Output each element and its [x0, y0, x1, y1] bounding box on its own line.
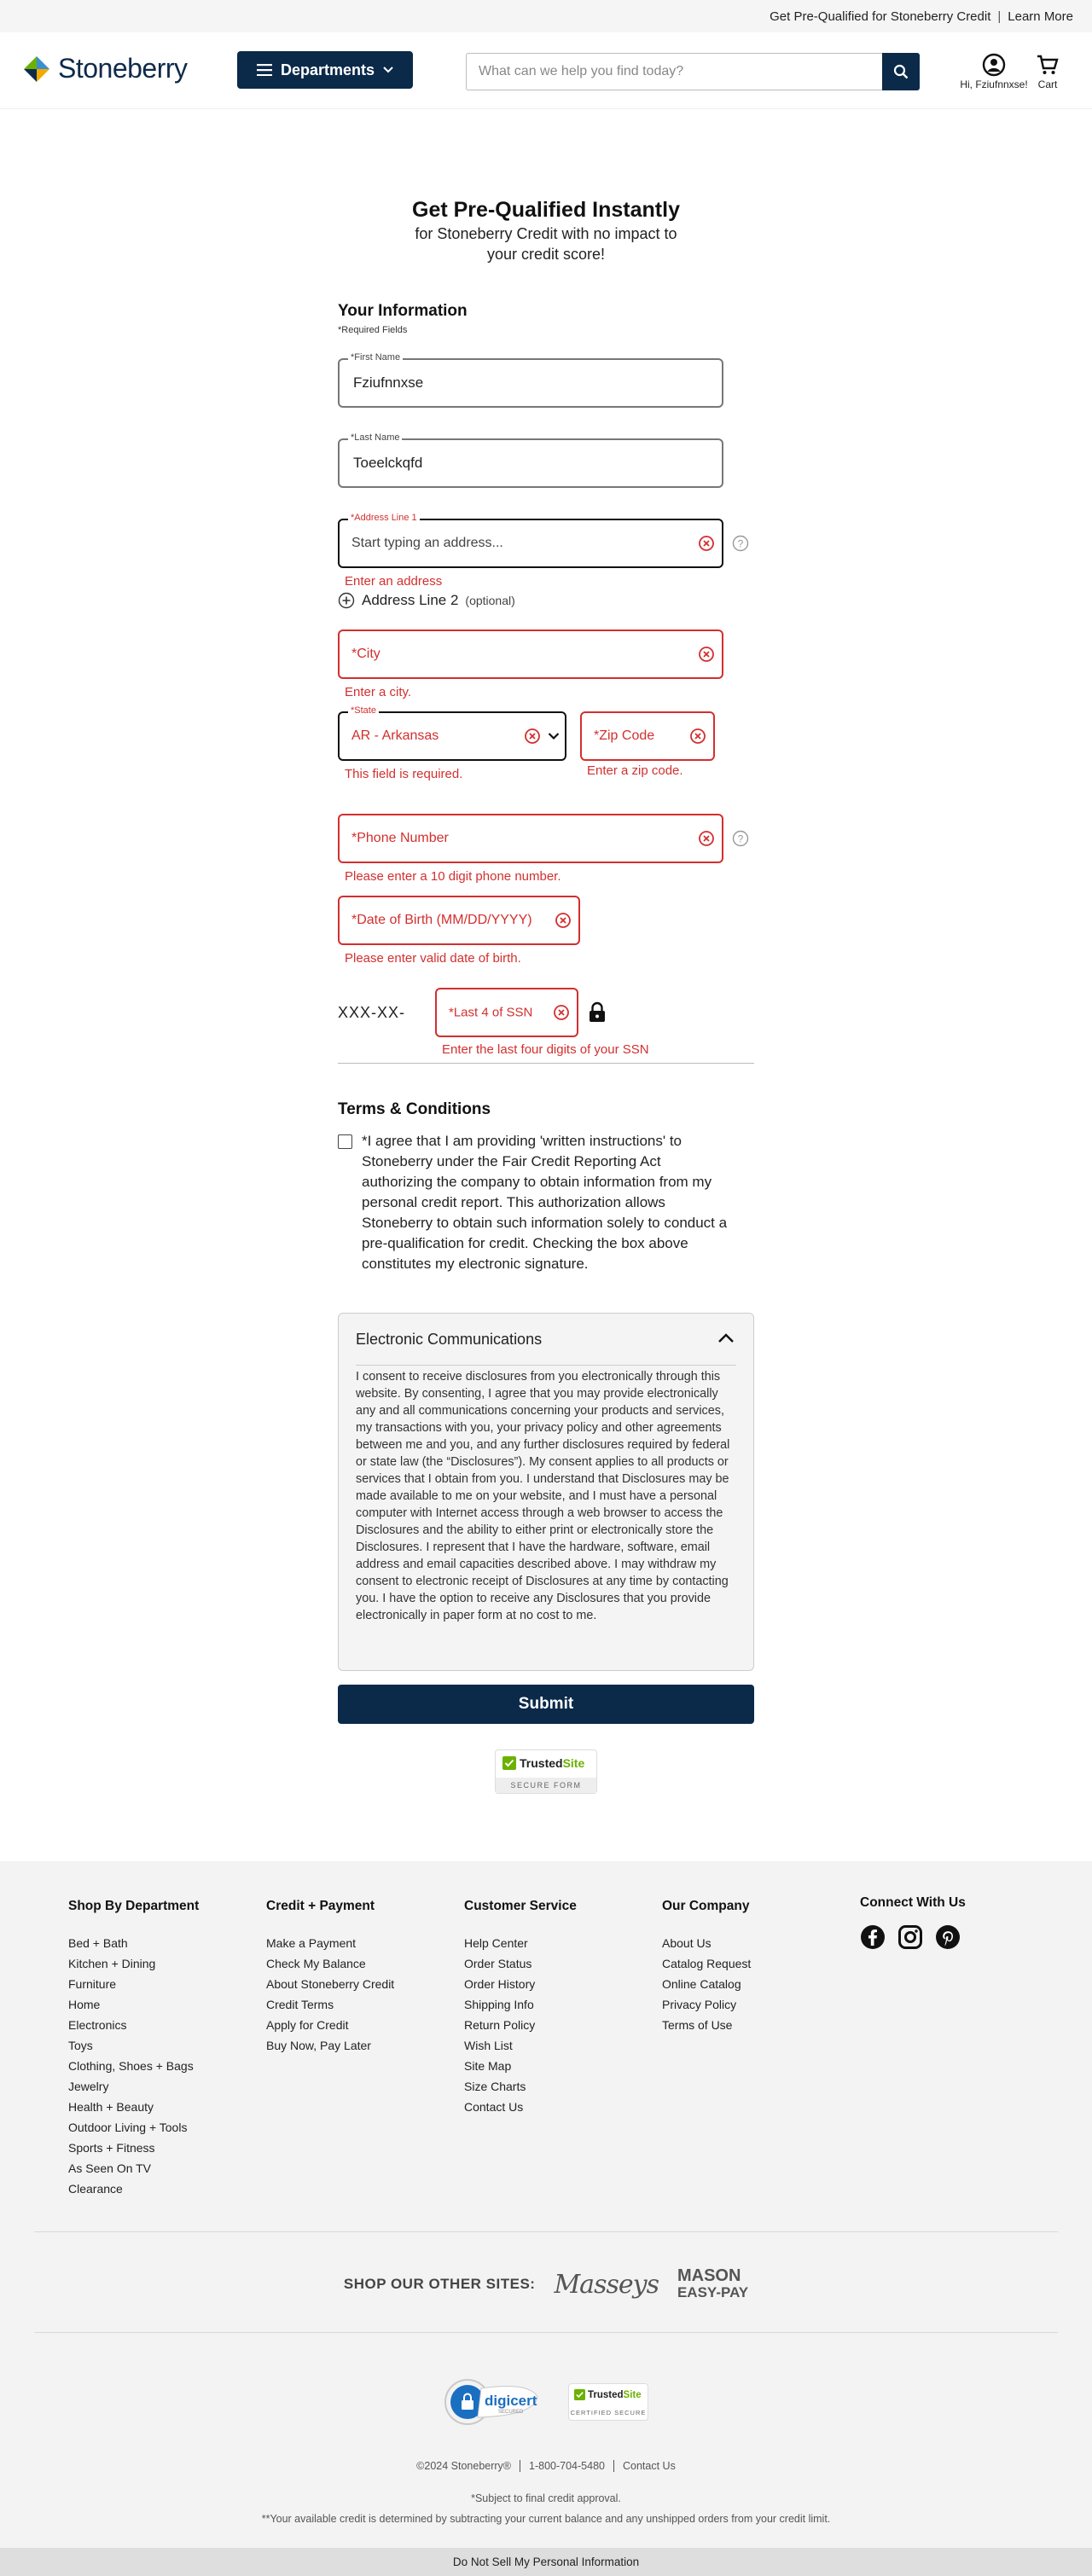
footer-link[interactable]: Catalog Request: [662, 1957, 752, 1970]
phone-error: Please enter a 10 digit phone number.: [345, 869, 561, 884]
state-error: This field is required.: [345, 767, 463, 781]
footer-link[interactable]: Electronics: [68, 2018, 127, 2032]
footer-link[interactable]: Kitchen + Dining: [68, 1957, 156, 1970]
address-line2-optional: (optional): [465, 594, 515, 607]
footer-link[interactable]: Home: [68, 1998, 101, 2011]
promo-separator: |: [997, 9, 1002, 24]
clear-error-icon[interactable]: [698, 535, 715, 552]
ec-title[interactable]: Electronic Communications: [356, 1331, 543, 1348]
ec-body: I consent to receive disclosures from you electronically through this website. By consenting, I agree that you may provide electronically any and all communications concerning your products and services, my transactions with you, your privacy policy and other agreements between me and you, and any further disclosures required by federal or state law (the “Disclosures”). My consent applies to all products or services that I obtain from you. I understand that Disclosures may be made available to me on your website, and I must have a personal computer with Internet access through a web browser to access the Disclosures and the ability to either print or electronically store the Disclosures. I represent that I have the hardware, software, email address and email capacities described above. I may withdraw my consent to electronic receipt of Disclosures at any time by contacting you. I have the option to receive any Disclosures that you provide electronically in paper form at no cost to me.: [356, 1370, 730, 1622]
footer-column-title: Credit + Payment: [266, 1899, 375, 1913]
footer-connect: [860, 1895, 966, 1950]
facebook-icon[interactable]: [860, 1924, 886, 1950]
available-credit-note: **Your available credit is determined by subtracting your current balance and any unshipped orders from your credit limit.: [261, 2513, 831, 2525]
last-name-label: *Last Name: [348, 432, 402, 443]
dob-placeholder: *Date of Birth (MM/DD/YYYY): [351, 913, 532, 927]
footer-link[interactable]: Buy Now, Pay Later: [266, 2039, 371, 2052]
trustedsite-certified-badge[interactable]: [568, 2383, 648, 2421]
trustedsite-brand-b: Site: [623, 2389, 642, 2400]
footer-column-customer-service: [464, 1899, 577, 2117]
terms-checkbox[interactable]: [338, 1134, 352, 1149]
zip-field[interactable]: [580, 711, 715, 761]
footer-link[interactable]: Toys: [68, 2039, 93, 2052]
promo-text: Get Pre-Qualified for Stoneberry Credit: [770, 9, 991, 24]
copyright: ©2024 Stoneberry®: [416, 2460, 512, 2472]
state-select[interactable]: [338, 705, 566, 761]
page-subtitle: for Stoneberry Credit with no impact to your credit score!: [415, 225, 677, 263]
dob-field[interactable]: [338, 896, 580, 945]
checkmark-icon: [502, 1756, 516, 1770]
required-note: *Required Fields: [338, 325, 408, 335]
clear-error-icon[interactable]: [698, 646, 715, 663]
other-sites-label: SHOP OUR OTHER SITES:: [343, 2276, 536, 2292]
ssn-last4-field[interactable]: [435, 988, 578, 1037]
search-input[interactable]: [466, 53, 882, 90]
promo-bar: [0, 0, 1092, 32]
trustedsite-badge[interactable]: [495, 1749, 597, 1794]
footer-column-departments: [68, 1899, 199, 2199]
footer-link[interactable]: Check My Balance: [266, 1957, 366, 1970]
last-name-value: Toeelckqfd: [353, 455, 423, 471]
footer-link[interactable]: Privacy Policy: [662, 1998, 737, 2011]
footer-link[interactable]: As Seen On TV: [68, 2161, 152, 2175]
footer-link[interactable]: Terms of Use: [662, 2018, 733, 2032]
clear-error-icon[interactable]: [553, 1004, 570, 1021]
trustedsite-certified-tagline: CERTIFIED SECURE: [570, 2409, 647, 2416]
phone-field[interactable]: [338, 814, 723, 863]
footer-link[interactable]: Shipping Info: [464, 1998, 534, 2011]
footer-link[interactable]: About Us: [662, 1936, 712, 1950]
account-icon: [982, 53, 1006, 77]
mason-easy-pay-logo[interactable]: [677, 2267, 748, 2301]
digicert-seal-icon: [444, 2378, 543, 2426]
footer-link[interactable]: Online Catalog: [662, 1977, 741, 1991]
account-menu[interactable]: [957, 51, 1031, 90]
footer-link[interactable]: Apply for Credit: [266, 2018, 349, 2032]
security-badges: [0, 2378, 1092, 2426]
footer-link[interactable]: Wish List: [464, 2039, 513, 2052]
footer-column-title: Our Company: [662, 1899, 750, 1913]
footer-link[interactable]: Outdoor Living + Tools: [68, 2121, 188, 2134]
plus-circle-icon: [338, 592, 355, 609]
address-line1-placeholder: Start typing an address...: [351, 536, 503, 550]
trustedsite-tagline: SECURE FORM: [496, 1778, 596, 1793]
search-button[interactable]: [882, 53, 920, 90]
address-line1-error: Enter an address: [345, 574, 443, 589]
footer-divider: [34, 2332, 1058, 2333]
trustedsite-brand-a: Trusted: [520, 1756, 563, 1770]
ssn-error: Enter the last four digits of your SSN: [442, 1042, 649, 1057]
footer-column-title: Customer Service: [464, 1899, 577, 1913]
svg-text:?: ?: [737, 537, 744, 550]
add-address-line2[interactable]: [338, 592, 515, 609]
trustedsite-brand-b: Site: [562, 1756, 585, 1770]
departments-label: Departments: [280, 61, 375, 78]
footer-link[interactable]: Contact Us: [464, 2100, 524, 2114]
connect-title: Connect With Us: [860, 1895, 966, 1910]
masseys-logo[interactable]: Masseys: [554, 2269, 659, 2300]
footer-link[interactable]: Site Map: [464, 2059, 512, 2073]
footer-link[interactable]: Size Charts: [464, 2080, 526, 2093]
other-sites: [0, 2267, 1092, 2301]
digicert-sub: SECURED: [498, 2410, 524, 2415]
ec-divider: [356, 1365, 736, 1366]
city-error: Enter a city.: [345, 685, 412, 699]
footer-link[interactable]: About Stoneberry Credit: [266, 1977, 395, 1991]
submit-button[interactable]: Submit: [338, 1685, 754, 1724]
footer-column-credit: [266, 1899, 394, 2056]
footer-link[interactable]: Clearance: [68, 2182, 123, 2196]
phone-placeholder: *Phone Number: [351, 831, 449, 845]
digicert-badge[interactable]: [444, 2378, 543, 2426]
footer-link[interactable]: Make a Payment: [266, 1936, 357, 1950]
help-icon[interactable]: [732, 830, 749, 847]
state-value: AR - Arkansas: [351, 728, 439, 743]
svg-text:?: ?: [737, 833, 744, 845]
address-line2-label: Address Line 2: [362, 592, 459, 608]
footer-legal-row: [0, 2460, 1092, 2472]
first-name-label: *First Name: [348, 352, 403, 363]
mason-line1: MASON: [677, 2266, 741, 2285]
account-label: Hi, Fziufnnxse!: [960, 78, 1028, 90]
electronic-communications-panel: [338, 1313, 754, 1671]
section-divider: [338, 1063, 754, 1064]
footer-link[interactable]: Bed + Bath: [68, 1936, 128, 1950]
dob-error: Please enter valid date of birth.: [345, 951, 521, 966]
chevron-up-icon[interactable]: [717, 1332, 735, 1344]
first-name-value: Fziufnnxse: [353, 374, 424, 391]
cart-icon: [1036, 53, 1060, 77]
site-footer: [0, 1861, 1092, 2550]
footer-link[interactable]: Furniture: [68, 1977, 117, 1991]
last-name-field[interactable]: [338, 432, 723, 488]
footer-divider: [34, 2231, 1058, 2232]
clear-error-icon[interactable]: [555, 912, 572, 929]
contact-link[interactable]: Contact Us: [622, 2460, 676, 2472]
footer-link[interactable]: Help Center: [464, 1936, 528, 1950]
zip-placeholder: *Zip Code: [594, 728, 655, 743]
lock-icon: [587, 1001, 607, 1024]
first-name-field[interactable]: [338, 352, 723, 408]
footer-link[interactable]: Jewelry: [68, 2080, 109, 2093]
footer-link[interactable]: Credit Terms: [266, 1998, 334, 2011]
logo-mark-icon: [22, 55, 51, 84]
zip-error: Enter a zip code.: [587, 763, 683, 778]
footer-column-title: Shop By Department: [68, 1899, 200, 1913]
clear-error-icon[interactable]: [524, 728, 541, 745]
footer-link[interactable]: Sports + Fitness: [68, 2141, 155, 2155]
cart-button[interactable]: [1031, 51, 1065, 90]
address-line1-label: *Address Line 1: [348, 513, 420, 523]
city-placeholder: *City: [351, 647, 380, 661]
cart-label: Cart: [1037, 78, 1058, 90]
address-line1-field[interactable]: [338, 513, 723, 568]
menu-icon: [257, 64, 272, 76]
page-title: Get Pre-Qualified Instantly: [412, 198, 680, 222]
footer-link[interactable]: Order History: [464, 1977, 536, 1991]
ssn-placeholder: *Last 4 of SSN: [449, 1005, 533, 1020]
search-icon: [893, 64, 909, 79]
chevron-down-icon: [548, 732, 560, 740]
checkmark-icon: [574, 2389, 585, 2400]
site-header: [0, 32, 1092, 109]
digicert-text: digicert: [485, 2393, 537, 2409]
search-bar: [466, 53, 920, 90]
logo-wordmark: Stoneberry: [58, 53, 188, 84]
clear-error-icon[interactable]: [698, 830, 715, 847]
stoneberry-logo[interactable]: [22, 53, 188, 84]
section-title: Your Information: [338, 302, 468, 320]
pinterest-icon[interactable]: [935, 1924, 961, 1950]
learn-more-link[interactable]: Learn More: [1008, 9, 1073, 24]
help-icon[interactable]: [732, 535, 749, 552]
chevron-down-icon: [383, 67, 393, 73]
footer-column-company: [662, 1899, 751, 2035]
footer-link[interactable]: Health + Beauty: [68, 2100, 154, 2114]
footer-link[interactable]: Clothing, Shoes + Bags: [68, 2059, 194, 2073]
mason-line2: EASY-PAY: [677, 2284, 749, 2300]
credit-note: *Subject to final credit approval.: [471, 2492, 621, 2504]
footer-link[interactable]: Order Status: [464, 1957, 532, 1970]
terms-title: Terms & Conditions: [338, 1100, 491, 1118]
do-not-sell-link[interactable]: Do Not Sell My Personal Information: [0, 2548, 1092, 2576]
state-label: *State: [348, 705, 379, 716]
clear-error-icon[interactable]: [689, 728, 706, 745]
departments-button[interactable]: [237, 51, 413, 89]
phone-link[interactable]: 1-800-704-5480: [529, 2460, 605, 2472]
terms-text: *I agree that I am providing 'written instructions' to Stoneberry under the Fair Credit Reporting Act authorizing the company to obtain information from my personal credit report. This authorization allows Stoneberry to obtain such information solely to conduct a pre-qualification for credit. Checking the box above constitutes my electronic signature.: [362, 1133, 728, 1272]
footer-link[interactable]: Return Policy: [464, 2018, 536, 2032]
ssn-prefix: XXX-XX-: [338, 1004, 406, 1021]
instagram-icon[interactable]: [897, 1924, 923, 1950]
city-field[interactable]: [338, 629, 723, 679]
trustedsite-brand-a: Trusted: [588, 2389, 624, 2400]
